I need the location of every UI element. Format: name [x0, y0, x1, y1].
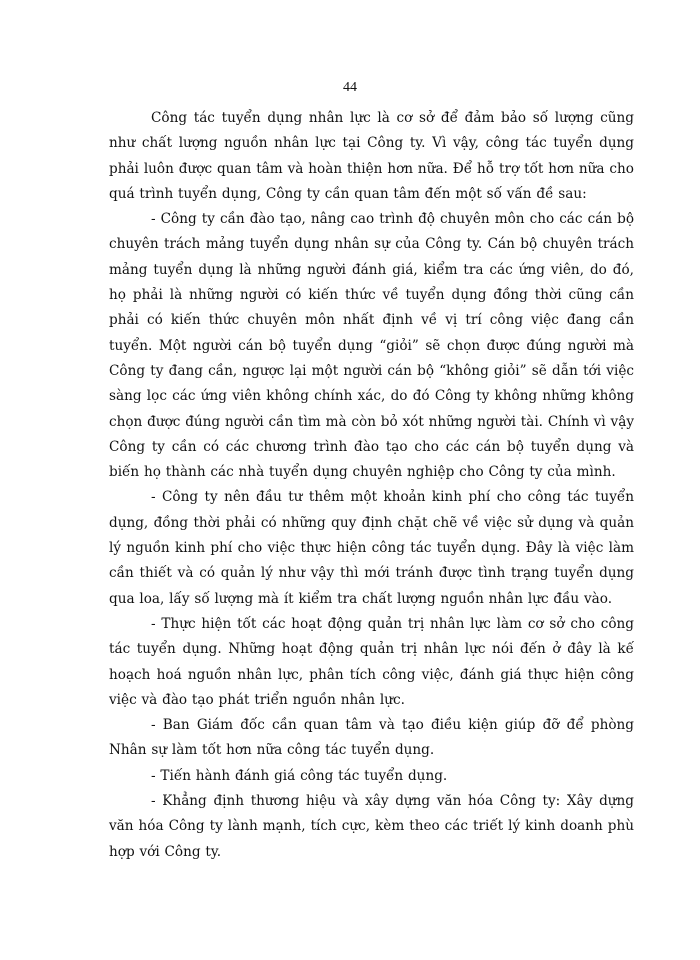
paragraph-board-support: - Ban Giám đốc cần quan tâm và tạo điều kiện giúp đỡ để phòng Nhân sự làm tốt hơn nữa công tác tuyển dụng.	[109, 717, 634, 759]
paragraph-training-recruiters: - Công ty cần đào tạo, nâng cao trình độ chuyên môn cho các cán bộ chuyên trách mảng tuyển dụng nhân sự của Công ty. Cán bộ chuyên trách mảng tuyển dụng là những người đánh giá, kiểm tra các ứng viên, do đó, họ phải là những người có kiến thức về tuyển dụng đồng thời cũng cần phải có kiến thức chuyên môn nhất định về vị trí công việc đang cần tuyển. Một người cán bộ tuyển dụng “giỏi” sẽ chọn được đúng người mà Công ty đang cần, ngược lại một người cán bộ “không giỏi” sẽ dẫn tới việc sàng lọc các ứng viên không chính xác, do đó Công ty không những không chọn được đúng người cần tìm mà còn bỏ xót những người tài. Chính vì vậy Công ty cần có các chương trình đào tạo cho các cán bộ tuyển dụng và biến họ thành các nhà tuyển dụng chuyên nghiệp cho Công ty của mình.	[109, 211, 634, 481]
paragraph-recruitment-budget: - Công ty nên đầu tư thêm một khoản kinh phí cho công tác tuyển dụng, đồng thời phải có những quy định chặt chẽ về việc sử dụng và quản lý nguồn kinh phí cho việc thực hiện công tác tuyển dụng. Đây là việc làm cần thiết và có quản lý như vậy thì mới tránh được tình trạng tuyển dụng qua loa, lấy số lượng mà ít kiểm tra chất lượng nguồn nhân lực đầu vào.	[109, 489, 634, 607]
page-number: 44	[343, 80, 357, 95]
paragraph-brand-culture: - Khẳng định thương hiệu và xây dựng văn hóa Công ty: Xây dựng văn hóa Công ty lành mạnh, tích cực, kèm theo các triết lý kinh doanh phù hợp với Công ty.	[109, 793, 634, 860]
paragraph-intro: Công tác tuyển dụng nhân lực là cơ sở để đảm bảo số lượng cũng như chất lượng nguồn nhân lực tại Công ty. Vì vậy, công tác tuyển dụng phải luôn được quan tâm và hoàn thiện hơn nữa. Để hỗ trợ tốt hơn nữa cho quá trình tuyển dụng, Công ty cần quan tâm đến một số vấn đề sau:	[109, 110, 634, 202]
paragraph-hr-activities: - Thực hiện tốt các hoạt động quản trị nhân lực làm cơ sở cho công tác tuyển dụng. Những hoạt động quản trị nhân lực nói đến ở đây là kế hoạch hoá nguồn nhân lực, phân tích công việc, đánh giá thực hiện công việc và đào tạo phát triển nguồn nhân lực.	[109, 615, 634, 708]
body-text	[109, 106, 634, 865]
paragraph-evaluation: - Tiến hành đánh giá công tác tuyển dụng.	[151, 767, 448, 784]
